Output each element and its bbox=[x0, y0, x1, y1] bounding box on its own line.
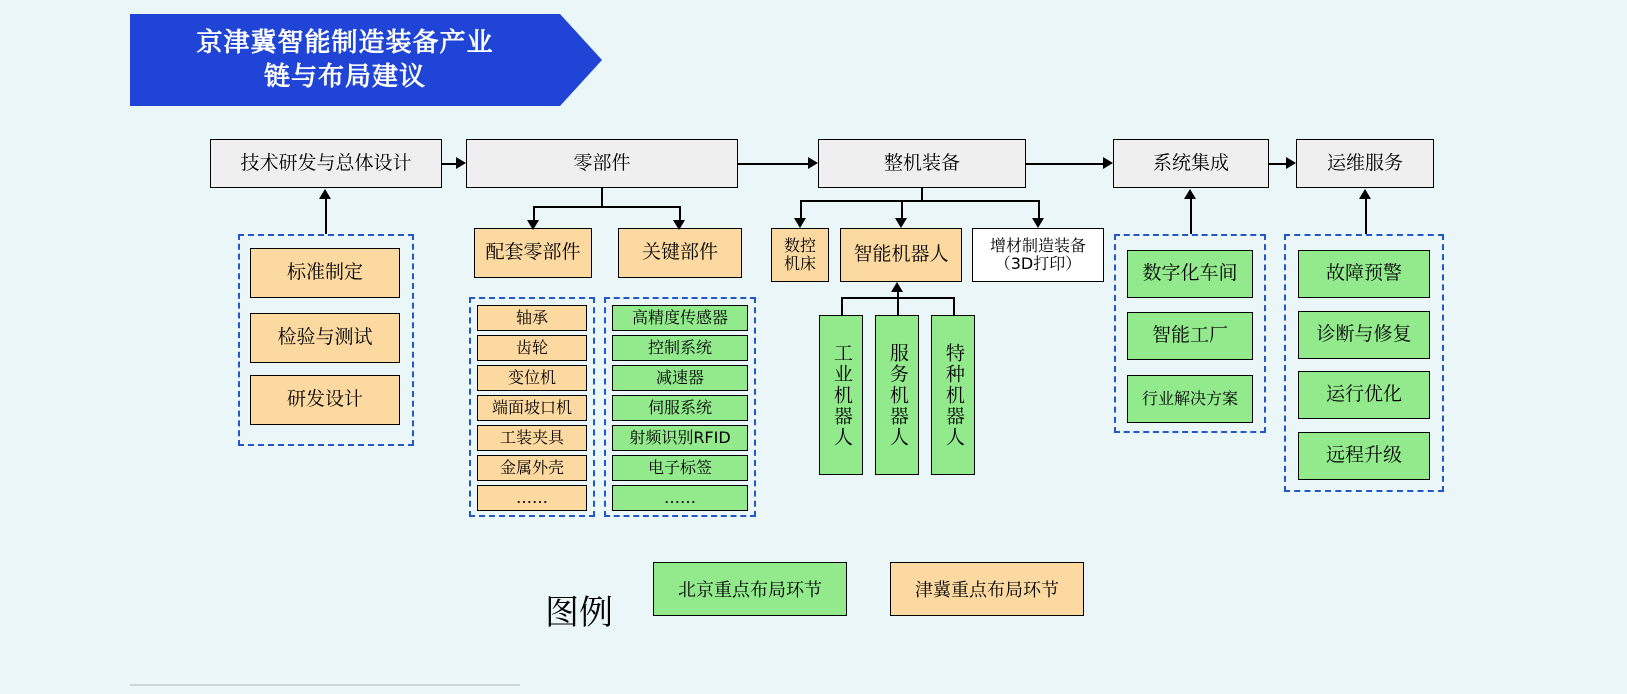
robot-type-stem-right bbox=[953, 297, 955, 315]
service-item-remote-upgrade: 远程升级 bbox=[1298, 432, 1430, 480]
machine-cnc bbox=[771, 228, 829, 282]
chain-connector-4 bbox=[1269, 163, 1286, 165]
chain-arrow-1-icon bbox=[456, 157, 466, 169]
machine-additive-line-1: 增材制造装备 bbox=[989, 235, 1086, 255]
key-part-item: 电子标签 bbox=[612, 455, 748, 481]
service-item-diagnosis-repair: 诊断与修复 bbox=[1298, 311, 1430, 359]
chain-connector-2 bbox=[738, 163, 808, 165]
parts-branch-right bbox=[679, 206, 681, 220]
supporting-part-item: 齿轮 bbox=[477, 335, 587, 361]
key-part-item: 伺服系统 bbox=[612, 395, 748, 421]
key-part-item: 射频识别RFID bbox=[612, 425, 748, 451]
machine-branch-right bbox=[1038, 200, 1040, 218]
machine-additive bbox=[972, 228, 1104, 282]
service-item-operation-optimization: 运行优化 bbox=[1298, 371, 1430, 419]
supporting-part-item: 金属外壳 bbox=[477, 455, 587, 481]
bottom-divider bbox=[130, 684, 520, 686]
robot-type-stem-left bbox=[841, 297, 843, 315]
parts-branch-left-arrow-icon bbox=[527, 220, 539, 230]
integration-item-industry-solution: 行业解决方案 bbox=[1127, 375, 1253, 423]
chain-arrow-4-icon bbox=[1286, 157, 1296, 169]
rnd-arrow-icon bbox=[319, 189, 331, 199]
legend-orange-swatch: 津冀重点布局环节 bbox=[890, 562, 1084, 616]
parts-head-key: 关键部件 bbox=[618, 228, 742, 278]
machine-cnc-line-1: 数控 bbox=[783, 235, 816, 255]
chain-arrow-3-icon bbox=[1103, 157, 1113, 169]
chain-arrow-2-icon bbox=[808, 157, 818, 169]
machine-branch-bar bbox=[800, 200, 1038, 202]
parts-head-supporting: 配套零部件 bbox=[474, 228, 592, 278]
integration-item-smart-factory: 智能工厂 bbox=[1127, 312, 1253, 360]
rnd-connector bbox=[325, 198, 327, 234]
robot-types-stem bbox=[897, 291, 899, 299]
robot-type-service: 服务机器人 bbox=[875, 315, 919, 475]
machine-branch-stem bbox=[921, 188, 923, 200]
key-part-item: …… bbox=[612, 485, 748, 511]
service-arrow-icon bbox=[1359, 189, 1371, 199]
machine-cnc-line-2: 机床 bbox=[783, 254, 816, 273]
title-line-1: 京津冀智能制造装备产业 bbox=[196, 28, 494, 58]
machine-branch-left bbox=[800, 200, 802, 218]
rnd-item-design: 研发设计 bbox=[250, 375, 400, 425]
integration-item-digital-workshop: 数字化车间 bbox=[1127, 250, 1253, 298]
title-banner bbox=[130, 14, 560, 106]
machine-robot: 智能机器人 bbox=[840, 228, 962, 282]
supporting-part-item: 端面坡口机 bbox=[477, 395, 587, 421]
key-part-item: 减速器 bbox=[612, 365, 748, 391]
supporting-part-item: …… bbox=[477, 485, 587, 511]
chain-node-integration: 系统集成 bbox=[1113, 139, 1269, 188]
robot-type-industrial: 工业机器人 bbox=[819, 315, 863, 475]
integration-arrow-icon bbox=[1184, 189, 1196, 199]
chain-node-machines: 整机装备 bbox=[818, 139, 1026, 188]
chain-connector-1 bbox=[442, 163, 456, 165]
robot-type-stem-mid bbox=[897, 297, 899, 315]
parts-branch-stem bbox=[601, 188, 603, 206]
integration-connector bbox=[1190, 198, 1192, 234]
machine-additive-line-2: （3D打印） bbox=[994, 254, 1082, 273]
banner-arrow-icon bbox=[560, 14, 602, 106]
key-part-item: 高精度传感器 bbox=[612, 305, 748, 331]
machine-branch-mid-arrow-icon bbox=[895, 218, 907, 228]
parts-branch-right-arrow-icon bbox=[673, 220, 685, 230]
legend-green-swatch: 北京重点布局环节 bbox=[653, 562, 847, 616]
key-part-item: 控制系统 bbox=[612, 335, 748, 361]
chain-node-rnd: 技术研发与总体设计 bbox=[210, 139, 442, 188]
service-item-fault-warning: 故障预警 bbox=[1298, 250, 1430, 298]
supporting-part-item: 轴承 bbox=[477, 305, 587, 331]
chain-node-service: 运维服务 bbox=[1296, 139, 1434, 188]
parts-branch-bar bbox=[533, 206, 680, 208]
rnd-item-testing: 检验与测试 bbox=[250, 313, 400, 363]
supporting-part-item: 工装夹具 bbox=[477, 425, 587, 451]
chain-node-parts: 零部件 bbox=[466, 139, 738, 188]
title-text bbox=[130, 14, 560, 106]
supporting-part-item: 变位机 bbox=[477, 365, 587, 391]
robot-types-arrow-icon bbox=[891, 282, 903, 292]
title-line-2: 链与布局建议 bbox=[263, 62, 426, 92]
legend-title: 图例 bbox=[545, 593, 613, 633]
machine-branch-mid bbox=[901, 200, 903, 218]
robot-type-special: 特种机器人 bbox=[931, 315, 975, 475]
machine-branch-left-arrow-icon bbox=[794, 218, 806, 228]
service-connector bbox=[1365, 198, 1367, 234]
machine-branch-right-arrow-icon bbox=[1032, 218, 1044, 228]
chain-connector-3 bbox=[1026, 163, 1103, 165]
rnd-item-standard: 标准制定 bbox=[250, 248, 400, 298]
parts-branch-left bbox=[533, 206, 535, 220]
